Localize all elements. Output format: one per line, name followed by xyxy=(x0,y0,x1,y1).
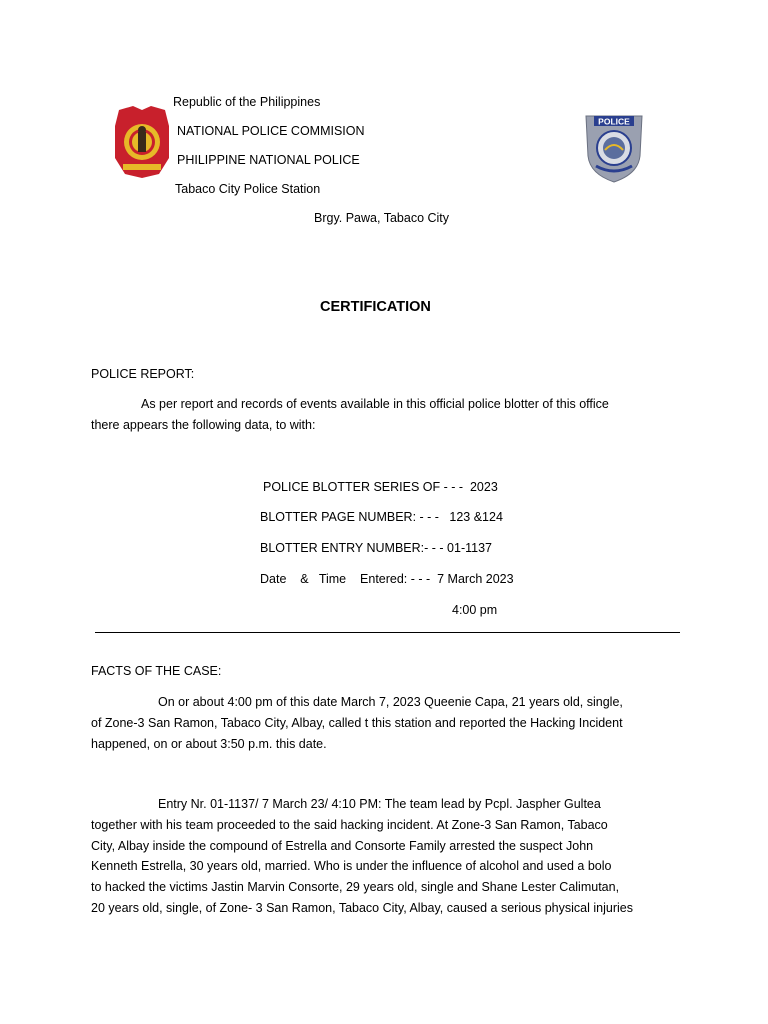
intro-line-2: there appears the following data, to with: xyxy=(91,418,316,432)
header-napolcom: NATIONAL POLICE COMMISION xyxy=(177,124,365,138)
facts-p2-line2: together with his team proceeded to the said hacking incident. At Zone-3 San Ramon, Tabaco xyxy=(91,818,608,832)
facts-p2-line3: City, Albay inside the compound of Estrella and Consorte Family arrested the suspect John xyxy=(91,839,594,853)
blotter-series: POLICE BLOTTER SERIES OF - - - 2023 xyxy=(263,480,498,494)
facts-p2-line1: Entry Nr. 01-1137/ 7 March 23/ 4:10 PM: The team lead by Pcpl. Jaspher Gultea xyxy=(158,797,601,811)
header-republic: Republic of the Philippines xyxy=(173,95,321,109)
document-title: CERTIFICATION xyxy=(320,299,431,315)
police-seal xyxy=(580,110,648,186)
blotter-entry-number: BLOTTER ENTRY NUMBER:- - - 01-1137 xyxy=(260,541,493,555)
facts-label: FACTS OF THE CASE: xyxy=(91,664,222,678)
header-address: Brgy. Pawa, Tabaco City xyxy=(314,211,450,225)
blotter-page-number: BLOTTER PAGE NUMBER: - - - 123 &124 xyxy=(260,510,503,524)
police-report-label: POLICE REPORT: xyxy=(91,367,195,381)
facts-p1-line3: happened, on or about 3:50 p.m. this date. xyxy=(91,737,327,751)
facts-p1-line2: of Zone-3 San Ramon, Tabaco City, Albay, called t this station and reported the Hacking Incident xyxy=(91,716,623,730)
facts-p2-line6: 20 years old, single, of Zone- 3 San Ramon, Tabaco City, Albay, caused a serious physical injuries xyxy=(91,901,633,915)
section-divider xyxy=(95,632,680,633)
intro-line-1: As per report and records of events available in this official police blotter of this office xyxy=(141,397,609,411)
header-pnp: PHILIPPINE NATIONAL POLICE xyxy=(177,153,360,167)
facts-p2-line5: to hacked the victims Jastin Marvin Consorte, 29 years old, single and Shane Lester Calimutan, xyxy=(91,880,620,894)
header-station: Tabaco City Police Station xyxy=(175,182,321,196)
facts-p1-line1: On or about 4:00 pm of this date March 7, 2023 Queenie Capa, 21 years old, single, xyxy=(158,695,623,709)
facts-p2-line4: Kenneth Estrella, 30 years old, married. Who is under the influence of alcohol and used a bolo xyxy=(91,859,612,873)
pnp-logo xyxy=(113,104,171,180)
blotter-time: 4:00 pm xyxy=(452,603,498,617)
blotter-date-time: Date & Time Entered: - - - 7 March 2023 xyxy=(260,572,514,586)
seal-label: POLICE xyxy=(598,116,630,127)
